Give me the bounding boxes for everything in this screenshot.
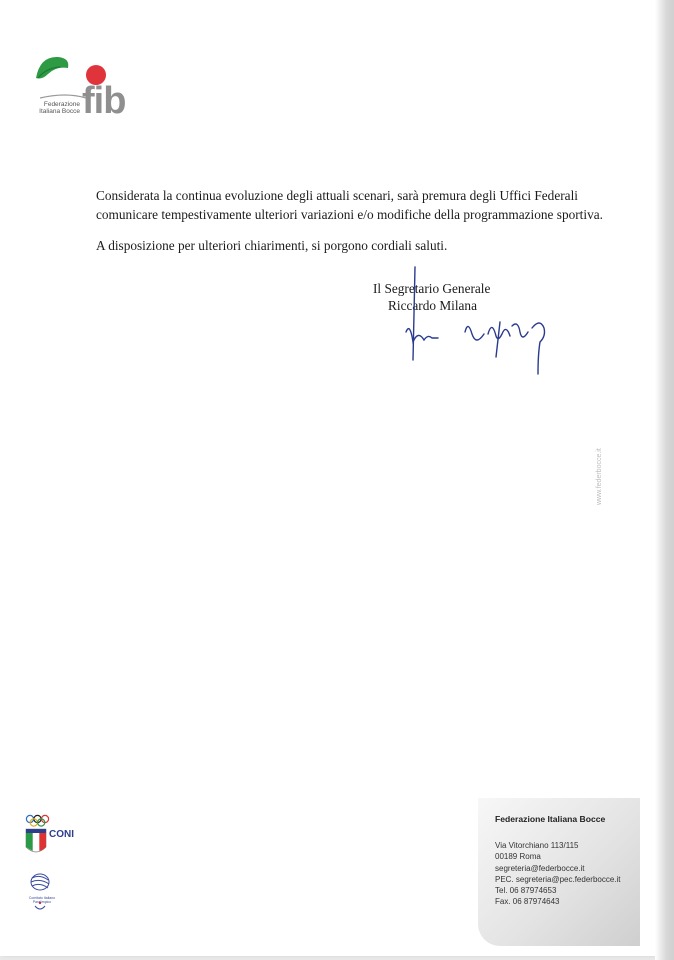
- page-edge-shadow: [655, 0, 674, 960]
- signatory-title: Il Segretario Generale: [373, 281, 491, 296]
- paragraph-2: A disposizione per ulteriori chiarimenti, si porgono cordiali saluti.: [96, 238, 448, 253]
- paragraph-1-line-1: Considerata la continua evoluzione degli attuali scenari, sarà premura degli Uffici Federali: [96, 188, 578, 203]
- website-watermark: www.federbocce.it: [596, 448, 603, 505]
- address-box: [478, 798, 640, 946]
- cip-logo: [20, 870, 70, 918]
- coni-logo: [24, 813, 84, 863]
- address-organization: Federazione Italiana Bocce: [495, 814, 606, 824]
- address-city: 00189 Roma: [495, 852, 541, 862]
- handwritten-signature-icon: [380, 262, 560, 382]
- address-street: Via Vitorchiano 113/115: [495, 841, 579, 850]
- logo-federation-text: Federazione Italiana Bocce: [39, 101, 80, 115]
- address-phone: Tel. 06 87974653: [495, 886, 557, 896]
- cip-label: Comitato Italiano Paralimpico: [28, 896, 56, 904]
- address-email: segreteria@federbocce.it: [495, 863, 585, 873]
- address-fax: Fax. 06 87974643: [495, 897, 560, 907]
- address-pec: PEC. segreteria@pec.federbocce.it: [495, 874, 621, 884]
- signatory-name: Riccardo Milana: [388, 298, 477, 313]
- paralympic-committee-icon: [20, 870, 70, 918]
- logo-wordmark: fib: [82, 80, 126, 122]
- coni-label: CONI: [49, 829, 74, 840]
- address-lines: [495, 840, 621, 908]
- fib-logo: [26, 54, 138, 124]
- paragraph-1-line-2: comunicare tempestivamente ulteriori variazioni e/o modifiche della programmazione sportiva.: [96, 207, 603, 222]
